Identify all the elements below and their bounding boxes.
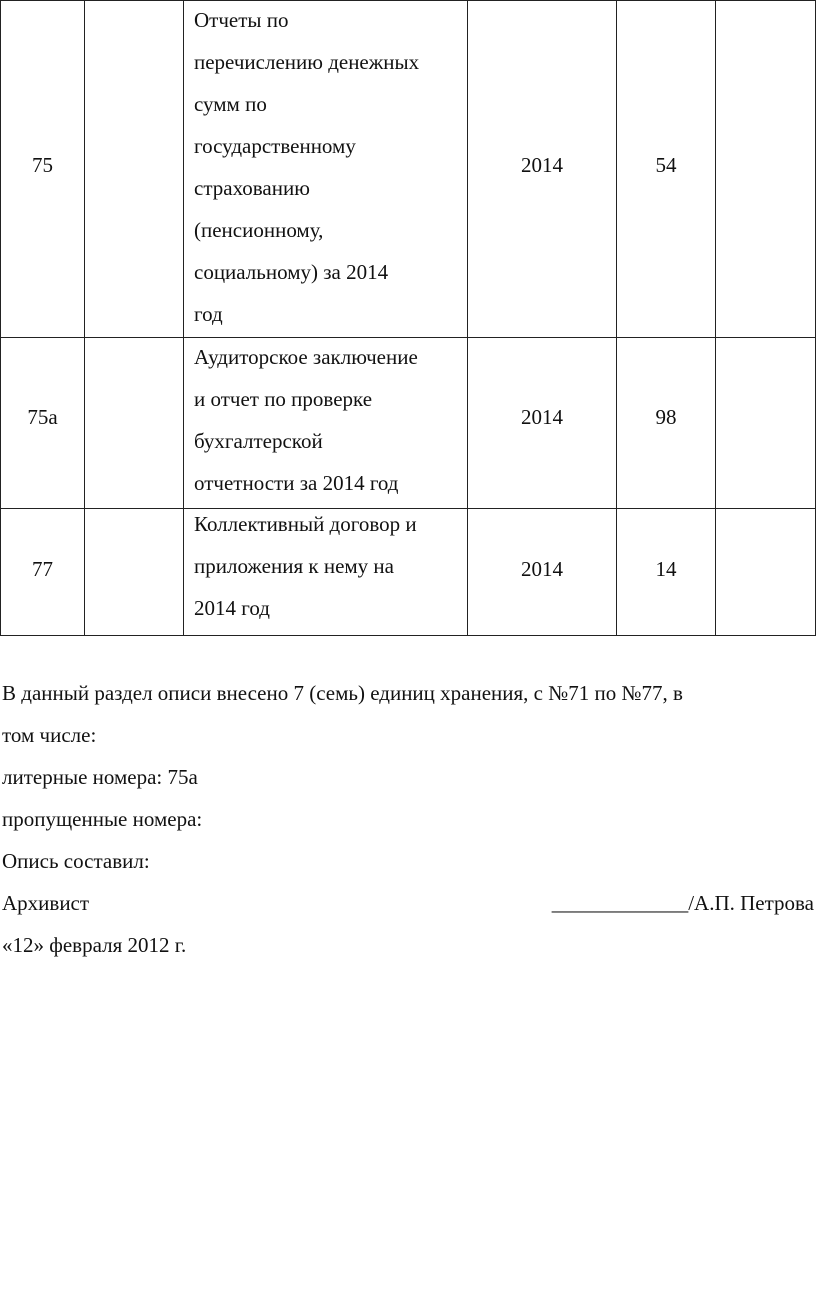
table-row <box>1 1 816 338</box>
title-cell <box>184 338 468 509</box>
title-line: отчетности за 2014 год <box>194 471 399 495</box>
note-cell <box>716 338 816 509</box>
year-cell: 2014 <box>468 509 617 636</box>
title-line: 2014 год <box>194 596 270 620</box>
signature-name: _____________/А.П. Петрова <box>551 891 814 915</box>
table-row <box>1 338 816 509</box>
skipped-numbers-line: пропущенные номера: <box>2 807 203 831</box>
inventory-summary <box>2 672 814 966</box>
title-line: Отчеты по <box>194 8 289 32</box>
title-line: государственному <box>194 134 356 158</box>
row-number-cell: 75а <box>1 338 85 509</box>
note-cell <box>716 509 816 636</box>
sheets-cell: 54 <box>617 1 716 338</box>
sheets-cell: 14 <box>617 509 716 636</box>
summary-statement-line: том числе: <box>2 723 97 747</box>
title-line: Коллективный договор и <box>194 512 417 536</box>
title-line: Аудиторское заключение <box>194 345 418 369</box>
title-line: (пенсионному, <box>194 218 324 242</box>
title-line: социальному) за 2014 <box>194 260 389 284</box>
title-line: год <box>194 302 223 326</box>
year-cell: 2014 <box>468 1 617 338</box>
sheets-cell: 98 <box>617 338 716 509</box>
table-row <box>1 509 816 636</box>
row-number-cell: 75 <box>1 1 85 338</box>
note-cell <box>716 1 816 338</box>
compiled-by-line: Опись составил: <box>2 849 150 873</box>
title-line: сумм по <box>194 92 267 116</box>
index-cell <box>85 1 184 338</box>
date-line: «12» февраля 2012 г. <box>2 933 187 957</box>
letter-numbers-line: литерные номера: 75а <box>2 765 198 789</box>
title-line: и отчет по проверке <box>194 387 373 411</box>
inventory-table <box>0 0 816 636</box>
position-title: Архивист <box>2 891 90 915</box>
title-line: перечислению денежных <box>194 50 420 74</box>
summary-statement-line: В данный раздел описи внесено 7 (семь) единиц хранения, с №71 по №77, в <box>2 681 683 705</box>
index-cell <box>85 338 184 509</box>
signature-line <box>2 882 814 924</box>
title-line: приложения к нему на <box>194 554 394 578</box>
row-number-cell: 77 <box>1 509 85 636</box>
title-line: страхованию <box>194 176 310 200</box>
title-line: бухгалтерской <box>194 429 323 453</box>
index-cell <box>85 509 184 636</box>
title-cell <box>184 509 468 636</box>
year-cell: 2014 <box>468 338 617 509</box>
title-cell <box>184 1 468 338</box>
